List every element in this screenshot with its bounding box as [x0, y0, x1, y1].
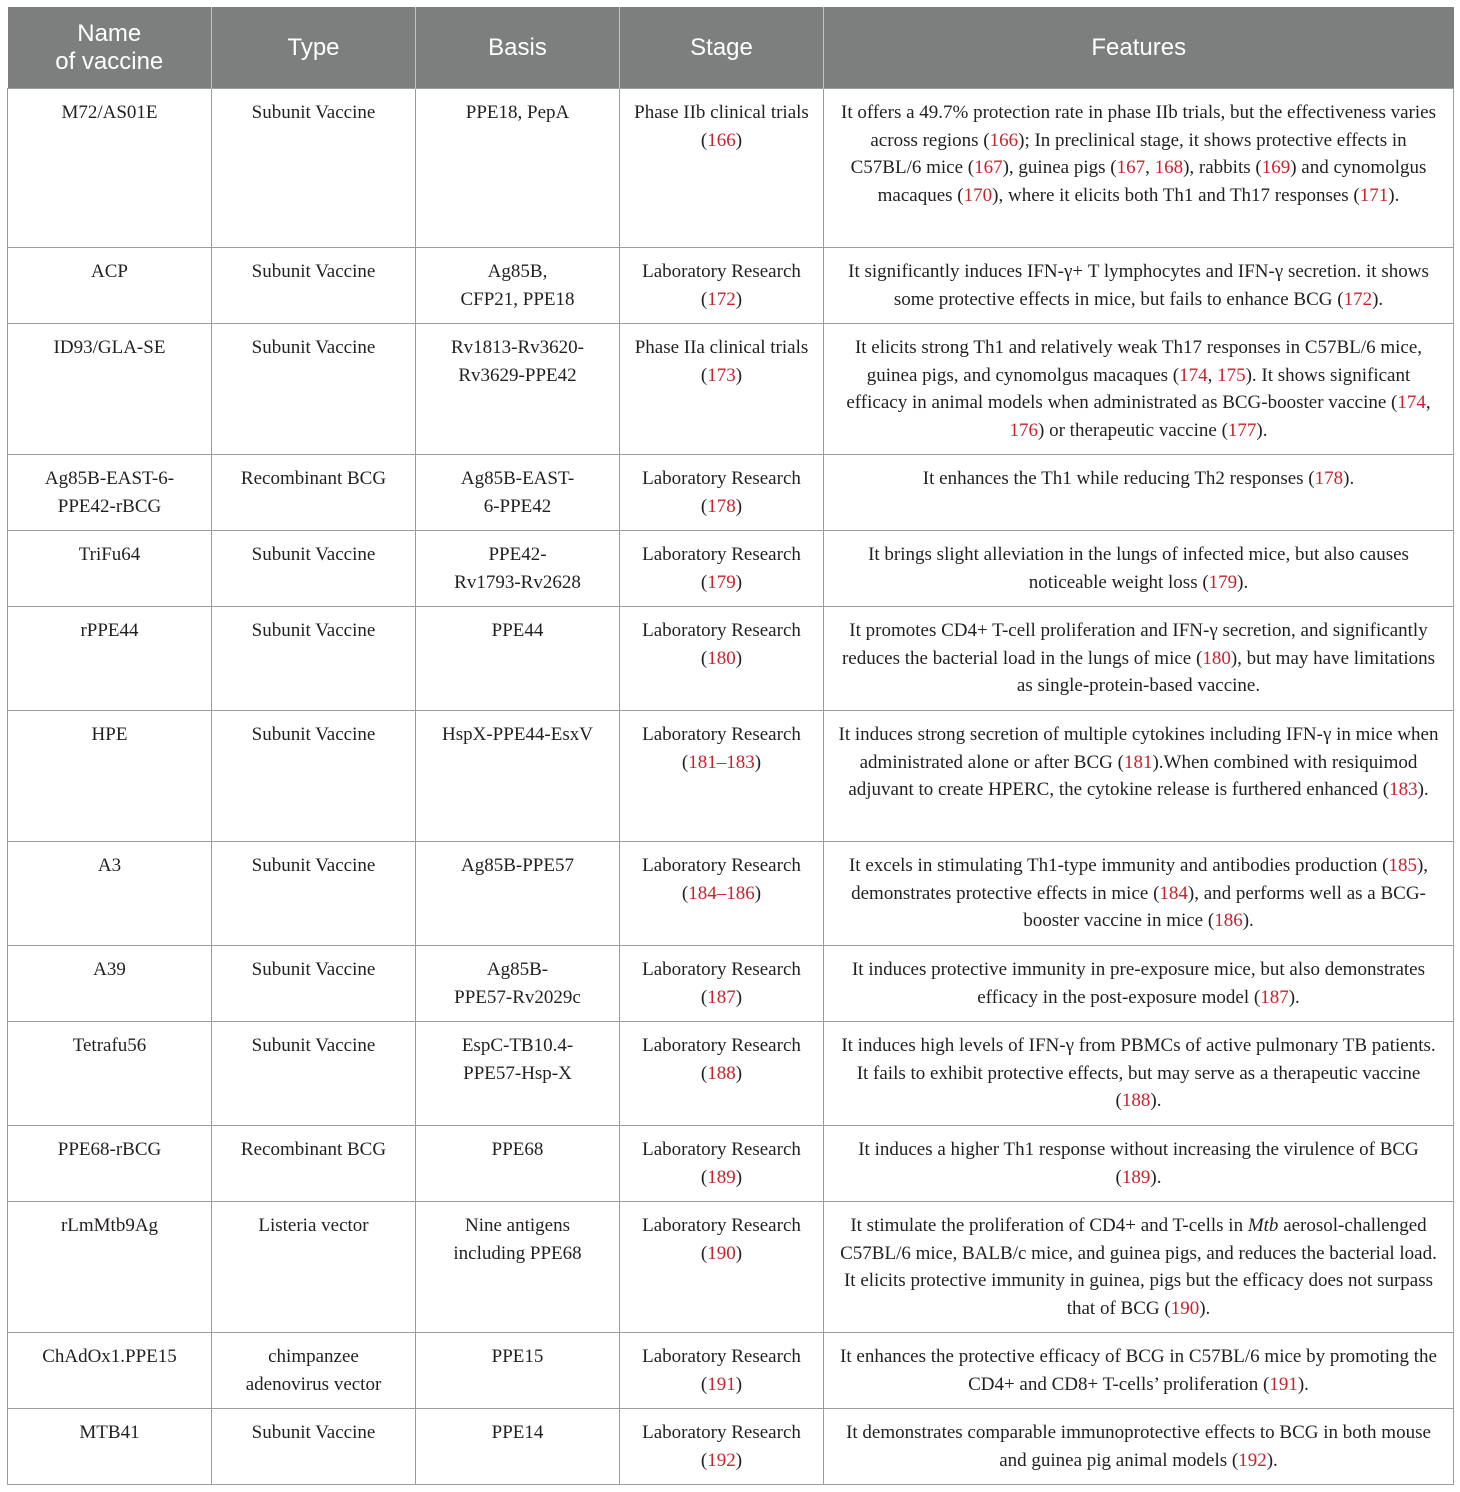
reference-link: 172 — [1343, 288, 1373, 310]
cell-name: ACP — [8, 248, 212, 324]
text-segment: ). — [1417, 779, 1429, 800]
italic-text: Mtb — [1247, 1215, 1279, 1236]
reference-link: 192 — [1238, 1449, 1267, 1471]
reference-link: 190 — [1170, 1297, 1200, 1319]
cell-basis: PPE42- Rv1793-Rv2628 — [416, 531, 620, 607]
cell-basis: EspC-TB10.4- PPE57-Hsp-X — [416, 1022, 620, 1126]
reference-link: 179 — [707, 571, 736, 593]
cell-type: Subunit Vaccine — [212, 946, 416, 1022]
text-segment: It enhances the protective efficacy of BCG in C57BL/6 mice by promoting the CD4+ and CD8+ T-cells’ proliferation ( — [840, 1346, 1437, 1395]
table-row — [8, 531, 1454, 607]
cell-stage — [620, 324, 824, 455]
cell-features — [824, 89, 1454, 248]
text-segment: It brings slight alleviation in the lungs of infected mice, but also causes noticeable weight loss ( — [868, 544, 1409, 593]
reference-link: 184–186 — [688, 882, 755, 904]
reference-link: 191 — [1269, 1373, 1298, 1395]
reference-link: 181 — [1123, 751, 1153, 773]
cell-name: TriFu64 — [8, 531, 212, 607]
cell-type: Subunit Vaccine — [212, 89, 416, 248]
text-segment: ).When combined with resiquimod adjuvant to create HPERC, the cytokine release is furthered enhanced ( — [848, 751, 1418, 800]
text-segment: ), and performs well as a BCG-booster vaccine in mice ( — [1023, 882, 1426, 931]
text-segment: It induces a higher Th1 response without increasing the virulence of BCG ( — [858, 1139, 1419, 1188]
cell-basis: PPE15 — [416, 1333, 620, 1409]
text-segment: ) — [735, 1242, 743, 1264]
reference-link: 178 — [1314, 468, 1344, 489]
cell-features — [824, 1202, 1454, 1333]
cell-name: A3 — [8, 842, 212, 946]
reference-link: 189 — [707, 1166, 736, 1188]
text-segment: , — [1425, 392, 1431, 413]
table-row — [8, 607, 1454, 711]
reference-link: 192 — [707, 1449, 736, 1471]
table-row — [8, 842, 1454, 946]
cell-features — [824, 455, 1454, 531]
text-segment: It induces strong secretion of multiple cytokines including IFN-γ in mice when administrated alone or after BCG ( — [838, 724, 1439, 773]
reference-link: 166 — [989, 129, 1019, 151]
text-segment: ) — [735, 129, 743, 151]
text-segment: ). — [1150, 1166, 1162, 1188]
cell-name: MTB41 — [8, 1409, 212, 1485]
text-segment: It promotes CD4+ T-cell proliferation and IFN-γ secretion, and significantly reduces the bacterial load in the lungs of mice ( — [841, 620, 1428, 669]
reference-link: 175 — [1217, 364, 1246, 386]
text-segment: It induces high levels of IFN-γ from PBMCs of active pulmonary TB patients. It fails to exhibit protective effects, but may serve as a therapeutic vaccine ( — [841, 1035, 1436, 1111]
text-segment: ). — [1242, 910, 1254, 931]
text-segment: Laboratory Research ( — [642, 468, 801, 517]
cell-stage — [620, 842, 824, 946]
cell-features — [824, 607, 1454, 711]
cell-basis: Ag85B-PPE57 — [416, 842, 620, 946]
cell-name: rPPE44 — [8, 607, 212, 711]
text-segment: ) — [735, 1449, 743, 1471]
cell-basis: PPE68 — [416, 1126, 620, 1202]
text-segment: Laboratory Research ( — [642, 620, 801, 669]
text-segment: Laboratory Research ( — [642, 1215, 801, 1264]
text-segment: ) and cynomolgus macaques ( — [877, 157, 1427, 206]
table-row — [8, 455, 1454, 531]
reference-link: 168 — [1154, 157, 1184, 178]
cell-basis: Ag85B, CFP21, PPE18 — [416, 248, 620, 324]
reference-link: 188 — [707, 1062, 736, 1084]
text-segment: It stimulate the proliferation of CD4+ and T-cells in — [850, 1215, 1248, 1236]
reference-link: 170 — [963, 184, 993, 206]
table-row — [8, 1126, 1454, 1202]
cell-basis: Ag85B- PPE57-Rv2029c — [416, 946, 620, 1022]
text-segment: ). — [1297, 1373, 1309, 1395]
cell-basis: Rv1813-Rv3620- Rv3629-PPE42 — [416, 324, 620, 455]
cell-type: Subunit Vaccine — [212, 531, 416, 607]
table-body — [8, 89, 1454, 1485]
text-segment: Laboratory Research ( — [642, 1422, 801, 1471]
reference-link: 191 — [707, 1373, 736, 1395]
reference-link: 180 — [707, 647, 736, 669]
reference-link: 173 — [707, 364, 736, 386]
cell-stage — [620, 1126, 824, 1202]
table-row — [8, 1022, 1454, 1126]
table-row — [8, 1409, 1454, 1485]
text-segment: It offers a 49.7% protection rate in phase IIb trials, but the effectiveness varies across regions ( — [841, 102, 1436, 151]
cell-stage — [620, 607, 824, 711]
cell-features — [824, 842, 1454, 946]
text-segment: It enhances the Th1 while reducing Th2 responses ( — [922, 468, 1315, 489]
text-segment: ). — [1372, 288, 1384, 310]
table-row — [8, 324, 1454, 455]
text-segment: aerosol-challenged C57BL/6 mice, BALB/c mice, and guinea pigs, and reduces the bacterial load. It elicits protective immunity in guinea, pigs but the efficacy does not surpass that of BCG ( — [840, 1215, 1437, 1319]
cell-type: chimpanzee adenovirus vector — [212, 1333, 416, 1409]
reference-link: 179 — [1208, 571, 1238, 593]
cell-name: ID93/GLA-SE — [8, 324, 212, 455]
table-row — [8, 1202, 1454, 1333]
cell-features — [824, 324, 1454, 455]
cell-name: Tetrafu56 — [8, 1022, 212, 1126]
text-segment: Laboratory Research ( — [642, 1139, 801, 1188]
text-segment: It demonstrates comparable immunoprotective effects to BCG in both mouse and guinea pig animal models ( — [846, 1422, 1431, 1471]
cell-basis: HspX-PPE44-EsxV — [416, 711, 620, 842]
table-header-row — [8, 7, 1454, 89]
cell-stage — [620, 531, 824, 607]
cell-type: Subunit Vaccine — [212, 248, 416, 324]
cell-type: Listeria vector — [212, 1202, 416, 1333]
cell-type: Recombinant BCG — [212, 1126, 416, 1202]
cell-stage — [620, 1202, 824, 1333]
reference-link: 171 — [1359, 184, 1389, 206]
reference-link: 188 — [1121, 1090, 1151, 1111]
cell-type: Subunit Vaccine — [212, 607, 416, 711]
cell-type: Subunit Vaccine — [212, 324, 416, 455]
reference-link: 167 — [974, 157, 1003, 178]
cell-name: M72/AS01E — [8, 89, 212, 248]
cell-basis: PPE18, PepA — [416, 89, 620, 248]
text-segment: ) — [735, 495, 743, 517]
header-basis: Basis — [416, 7, 620, 89]
text-segment: Phase IIb clinical trials ( — [634, 102, 809, 151]
reference-link: 184 — [1159, 882, 1188, 904]
text-segment: Laboratory Research ( — [642, 544, 801, 593]
reference-link: 166 — [707, 129, 736, 151]
text-segment: ). — [1237, 571, 1249, 593]
text-segment: ) — [735, 986, 743, 1008]
text-segment: Laboratory Research ( — [642, 724, 801, 773]
text-segment: Laboratory Research ( — [642, 855, 801, 904]
cell-name: rLmMtb9Ag — [8, 1202, 212, 1333]
text-segment: Laboratory Research ( — [642, 1035, 801, 1084]
reference-link: 174 — [1397, 392, 1426, 413]
text-segment: ) — [735, 1373, 743, 1395]
reference-link: 178 — [707, 495, 736, 517]
cell-features — [824, 946, 1454, 1022]
cell-features — [824, 248, 1454, 324]
text-segment: It induces protective immunity in pre-exposure mice, but also demonstrates efficacy in the post-exposure model ( — [851, 959, 1425, 1008]
table-row — [8, 711, 1454, 842]
reference-link: 177 — [1227, 419, 1257, 441]
text-segment: ), but may have limitations as single-protein-based vaccine. — [1016, 647, 1436, 696]
text-segment: ), demonstrates protective effects in mice ( — [851, 855, 1429, 904]
cell-features — [824, 1409, 1454, 1485]
text-segment: ) — [754, 751, 762, 773]
reference-link: 183 — [1389, 779, 1418, 800]
reference-link: 186 — [1214, 910, 1243, 931]
text-segment: It significantly induces IFN-γ+ T lymphocytes and IFN-γ secretion. it shows some protective effects in mice, but fails to enhance BCG ( — [848, 261, 1429, 310]
cell-basis: Ag85B-EAST- 6-PPE42 — [416, 455, 620, 531]
reference-link: 167 — [1116, 157, 1146, 178]
cell-stage — [620, 946, 824, 1022]
table-row — [8, 946, 1454, 1022]
reference-link: 187 — [1260, 986, 1289, 1008]
text-segment: ). — [1288, 986, 1300, 1008]
text-segment: ), where it elicits both Th1 and Th17 responses ( — [992, 184, 1360, 206]
cell-features — [824, 531, 1454, 607]
cell-basis: Nine antigens including PPE68 — [416, 1202, 620, 1333]
text-segment: ). — [1256, 419, 1268, 441]
reference-link: 181–183 — [688, 751, 755, 773]
reference-link: 176 — [1009, 419, 1039, 441]
vaccine-table — [7, 7, 1454, 1485]
reference-link: 190 — [707, 1242, 736, 1264]
text-segment: Laboratory Research ( — [642, 261, 801, 310]
cell-features — [824, 711, 1454, 842]
text-segment: ) — [754, 882, 762, 904]
text-segment: ). — [1199, 1297, 1211, 1319]
cell-features — [824, 1126, 1454, 1202]
cell-stage — [620, 248, 824, 324]
cell-name: PPE68-rBCG — [8, 1126, 212, 1202]
text-segment: ) — [735, 364, 743, 386]
text-segment: It excels in stimulating Th1-type immunity and antibodies production ( — [848, 855, 1389, 876]
cell-name: ChAdOx1.PPE15 — [8, 1333, 212, 1409]
header-name-of-vaccine: Name of vaccine — [8, 7, 212, 89]
text-segment: ); In preclinical stage, it shows protective effects in C57BL/6 mice ( — [850, 129, 1407, 178]
text-segment: It elicits strong Th1 and relatively weak Th17 responses in C57BL/6 mice, guinea pigs, and cynomolgus macaques ( — [854, 337, 1423, 386]
text-segment: ) — [735, 571, 743, 593]
table-row — [8, 248, 1454, 324]
cell-type: Subunit Vaccine — [212, 842, 416, 946]
header-stage: Stage — [620, 7, 824, 89]
cell-stage — [620, 89, 824, 248]
cell-stage — [620, 1022, 824, 1126]
reference-link: 174 — [1179, 364, 1208, 386]
cell-stage — [620, 455, 824, 531]
cell-type: Recombinant BCG — [212, 455, 416, 531]
reference-link: 187 — [707, 986, 736, 1008]
text-segment: Phase IIa clinical trials ( — [634, 337, 809, 386]
text-segment: ). It shows significant efficacy in animal models when administrated as BCG-booster vaccine ( — [846, 364, 1411, 413]
cell-basis: PPE14 — [416, 1409, 620, 1485]
text-segment: ) — [735, 647, 743, 669]
reference-link: 189 — [1121, 1166, 1151, 1188]
text-segment: ) or therapeutic vaccine ( — [1038, 419, 1228, 441]
text-segment: , — [1207, 364, 1218, 386]
cell-stage — [620, 1333, 824, 1409]
text-segment: ). — [1150, 1090, 1162, 1111]
cell-type: Subunit Vaccine — [212, 711, 416, 842]
table-row — [8, 1333, 1454, 1409]
cell-name: HPE — [8, 711, 212, 842]
text-segment: ). — [1388, 184, 1400, 206]
cell-stage — [620, 1409, 824, 1485]
text-segment: ). — [1266, 1449, 1278, 1471]
text-segment: ) — [735, 1166, 743, 1188]
reference-link: 185 — [1388, 855, 1417, 876]
cell-type: Subunit Vaccine — [212, 1022, 416, 1126]
cell-basis: PPE44 — [416, 607, 620, 711]
header-features: Features — [824, 7, 1454, 89]
text-segment: ), rabbits ( — [1183, 157, 1262, 178]
cell-name: Ag85B-EAST-6- PPE42-rBCG — [8, 455, 212, 531]
reference-link: 169 — [1261, 157, 1291, 178]
text-segment: ). — [1343, 468, 1355, 489]
cell-features — [824, 1333, 1454, 1409]
text-segment: Laboratory Research ( — [642, 1346, 801, 1395]
text-segment: ) — [735, 1062, 743, 1084]
text-segment: , — [1145, 157, 1155, 178]
cell-features — [824, 1022, 1454, 1126]
cell-name: A39 — [8, 946, 212, 1022]
cell-stage — [620, 711, 824, 842]
header-type: Type — [212, 7, 416, 89]
text-segment: Laboratory Research ( — [642, 959, 801, 1008]
text-segment: ), guinea pigs ( — [1002, 157, 1117, 178]
text-segment: ) — [735, 288, 743, 310]
reference-link: 180 — [1202, 647, 1231, 669]
cell-type: Subunit Vaccine — [212, 1409, 416, 1485]
table-row — [8, 89, 1454, 248]
reference-link: 172 — [707, 288, 736, 310]
